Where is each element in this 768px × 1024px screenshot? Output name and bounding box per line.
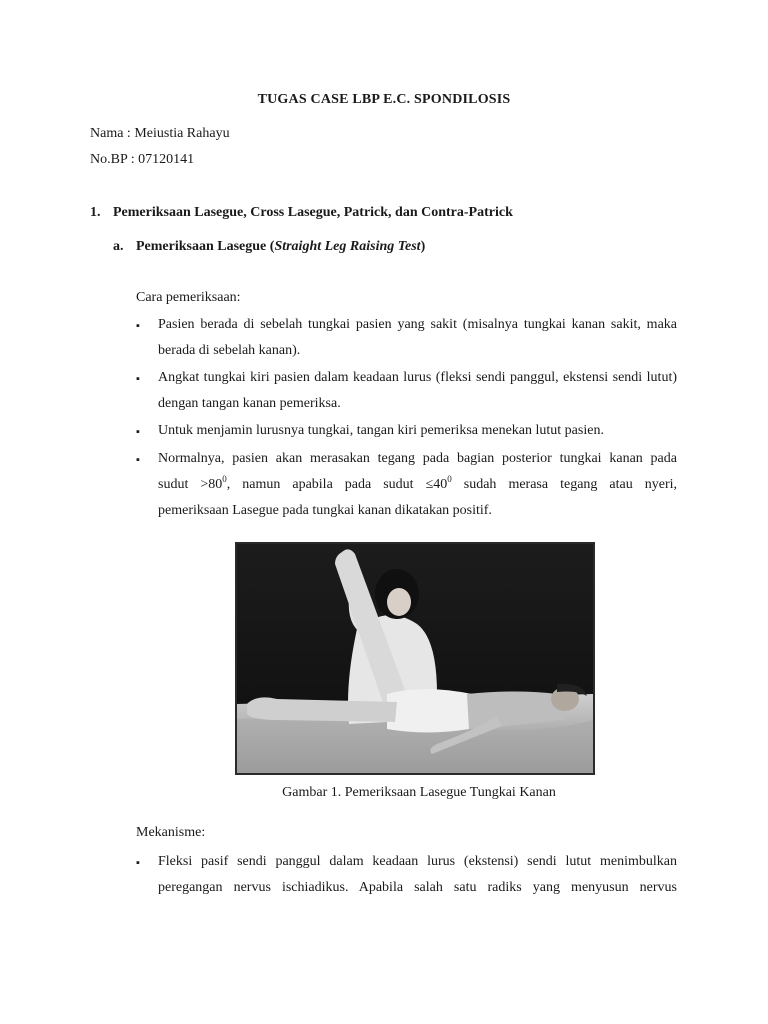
bullet-square-icon: ▪ <box>136 426 140 438</box>
bullet-square-icon: ▪ <box>136 454 140 466</box>
mechanism-label: Mekanisme: <box>136 825 206 840</box>
lasegue-photo-illustration <box>237 544 593 773</box>
figure-caption: Gambar 1. Pemeriksaan Lasegue Tungkai Kanan <box>282 785 556 800</box>
section-number: 1. <box>90 205 101 220</box>
procedure-bullet-4-line-1: Normalnya, pasien akan merasakan tegang pada bagian posterior tungkai kanan pada <box>158 451 677 466</box>
procedure-bullet-2: Angkat tungkai kiri pasien dalam keadaan lurus (fleksi sendi panggul, ekstensi sendi lutut) dengan tangan kanan pemeriksa. <box>158 370 677 411</box>
procedure-bullet-4-line-3: pemeriksaan Lasegue pada tungkai kanan dikatakan positif. <box>158 503 492 518</box>
mechanism-bullet-1-line-1: Fleksi pasif sendi panggul dalam keadaan lurus (ekstensi) sendi lutut menimbulkan <box>158 854 677 869</box>
bullet-square-icon: ▪ <box>136 857 140 869</box>
student-name: Nama : Meiustia Rahayu <box>90 126 230 141</box>
section-heading: Pemeriksaan Lasegue, Cross Lasegue, Patrick, dan Contra-Patrick <box>113 205 513 220</box>
student-bp: No.BP : 07120141 <box>90 152 195 167</box>
procedure-bullet-1: Pasien berada di sebelah tungkai pasien yang sakit (misalnya tungkai kanan sakit, maka berada di sebelah kanan). <box>158 317 677 358</box>
procedure-bullet-3: Untuk menjamin lurusnya tungkai, tangan kiri pemeriksa menekan lutut pasien. <box>158 423 604 438</box>
mechanism-bullet-1-line-2: peregangan nervus ischiadikus. Apabila salah satu radiks yang menyusun nervus <box>158 880 677 895</box>
lasegue-photo <box>235 542 595 775</box>
subsection-heading: Pemeriksaan Lasegue (Straight Leg Raising Test) <box>136 239 426 254</box>
procedure-bullet-4-line-2: sudut $>80^0$, namun apabila pada sudut $\le 40^0$ sudah merasa tegang atau nyeri, <box>158 474 677 492</box>
bullet-square-icon: ▪ <box>136 320 140 332</box>
document-title: TUGAS CASE LBP E.C. SPONDILOSIS <box>257 92 511 107</box>
procedure-label: Cara pemeriksaan: <box>136 290 241 305</box>
bullet-square-icon: ▪ <box>136 373 140 385</box>
subsection-letter: a. <box>113 239 124 254</box>
